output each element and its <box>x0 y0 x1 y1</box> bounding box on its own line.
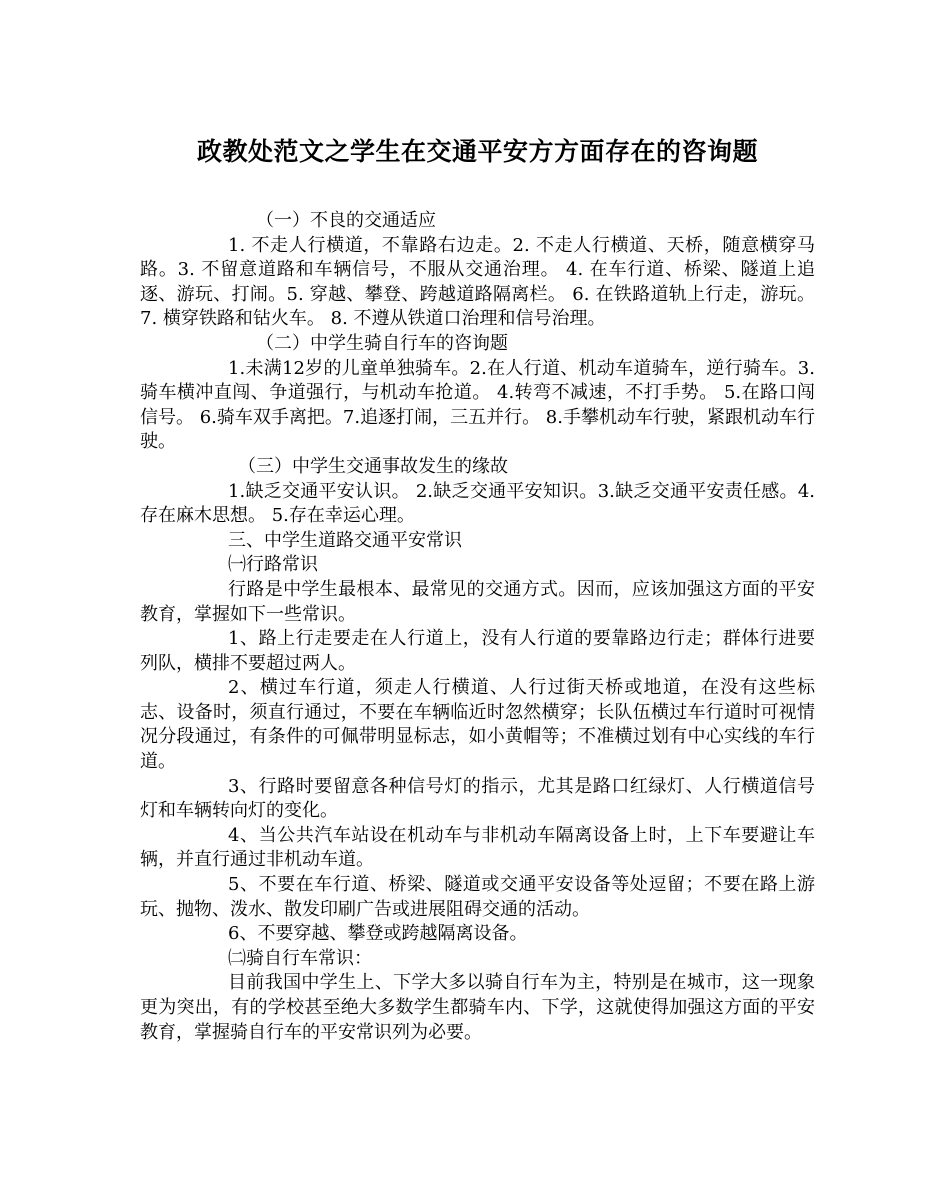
paragraph: 2、横过车行道，须走人行横道、人行过街天桥或地道，在没有这些标志、设备时，须直行通过，不要在车辆临近时忽然横穿；长队伍横过车行道时可视情况分段通过，有条件的可佩带明显标志，如小黄帽等；不准横过划有中心实线的车行道。 <box>140 677 815 773</box>
section-heading: （一）不良的交通适应 <box>256 210 436 231</box>
paragraph: 行路是中学生最根本、最常见的交通方式。因而，应该加强这方面的平安教育，掌握如下一些常识。 <box>140 578 815 625</box>
section-heading: （三）中学生交通事故发生的缘故 <box>238 455 508 477</box>
section-heading: 三、中学生道路交通平安常识 <box>228 529 462 551</box>
subsection-heading: ㈠行路常识 <box>228 554 318 576</box>
paragraph: 4、当公共汽车站设在机动车与非机动车隔离设备上时，上下车要避让车辆，并直行通过非机动车道。 <box>140 824 815 871</box>
paragraph: 6、不要穿越、攀登或跨越隔离设备。 <box>228 923 528 945</box>
paragraph: 1、路上行走要走在人行道上，没有人行道的要靠路边行走；群体行进要列队，横排不要超过两人。 <box>140 628 815 674</box>
paragraph: 1. 不走人行横道，不靠路右边走。2. 不走人行横道、天桥，随意横穿马路。3. 不留意道路和车辆信号，不服从交通治理。 4. 在车行道、桥梁、隧道上追逐、游玩、打闹。5. 穿越、攀登、跨越道路隔离栏。 6. 在铁路道轨上行走，游玩。7. 横穿铁路和钻火车。 8. 不遵从铁道口治理和信号治理。 <box>140 234 815 330</box>
paragraph: 5、不要在车行道、桥梁、隧道或交通平安设备等处逗留；不要在路上游玩、抛物、泼水、散发印刷广告或进展阻碍交通的活动。 <box>140 874 815 920</box>
section-heading: （二）中学生骑自行车的咨询题 <box>256 332 508 354</box>
paragraph: 1.未满12岁的儿童单独骑车。2.在人行道、机动车道骑车，逆行骑车。3.骑车横冲直闯、争道强行，与机动车抢道。 4.转弯不减速，不打手势。 5.在路口闯信号。 6.骑车双手离把。7.追逐打闹，三五并行。 8.手攀机动车行驶，紧跟机动车行驶。 <box>140 357 815 453</box>
document-page <box>140 0 815 1045</box>
subsection-heading: ㈡骑自行车常识： <box>228 947 372 969</box>
paragraph: 3、行路时要留意各种信号灯的指示，尤其是路口红绿灯、人行横道信号灯和车辆转向灯的变化。 <box>140 775 815 822</box>
document-body <box>140 209 815 1045</box>
paragraph: 目前我国中学生上、下学大多以骑自行车为主，特别是在城市，这一现象更为突出，有的学校甚至绝大多数学生都骑车内、下学，这就使得加强这方面的平安教育，掌握骑自行车的平安常识列为必要。 <box>140 972 815 1043</box>
document-title: 政教处范文之学生在交通平安方方面存在的咨询题 <box>196 137 758 166</box>
paragraph: 1.缺乏交通平安认识。 2.缺乏交通平安知识。3.缺乏交通平安责任感。4.存在麻木思想。 5.存在幸运心理。 <box>140 480 815 527</box>
